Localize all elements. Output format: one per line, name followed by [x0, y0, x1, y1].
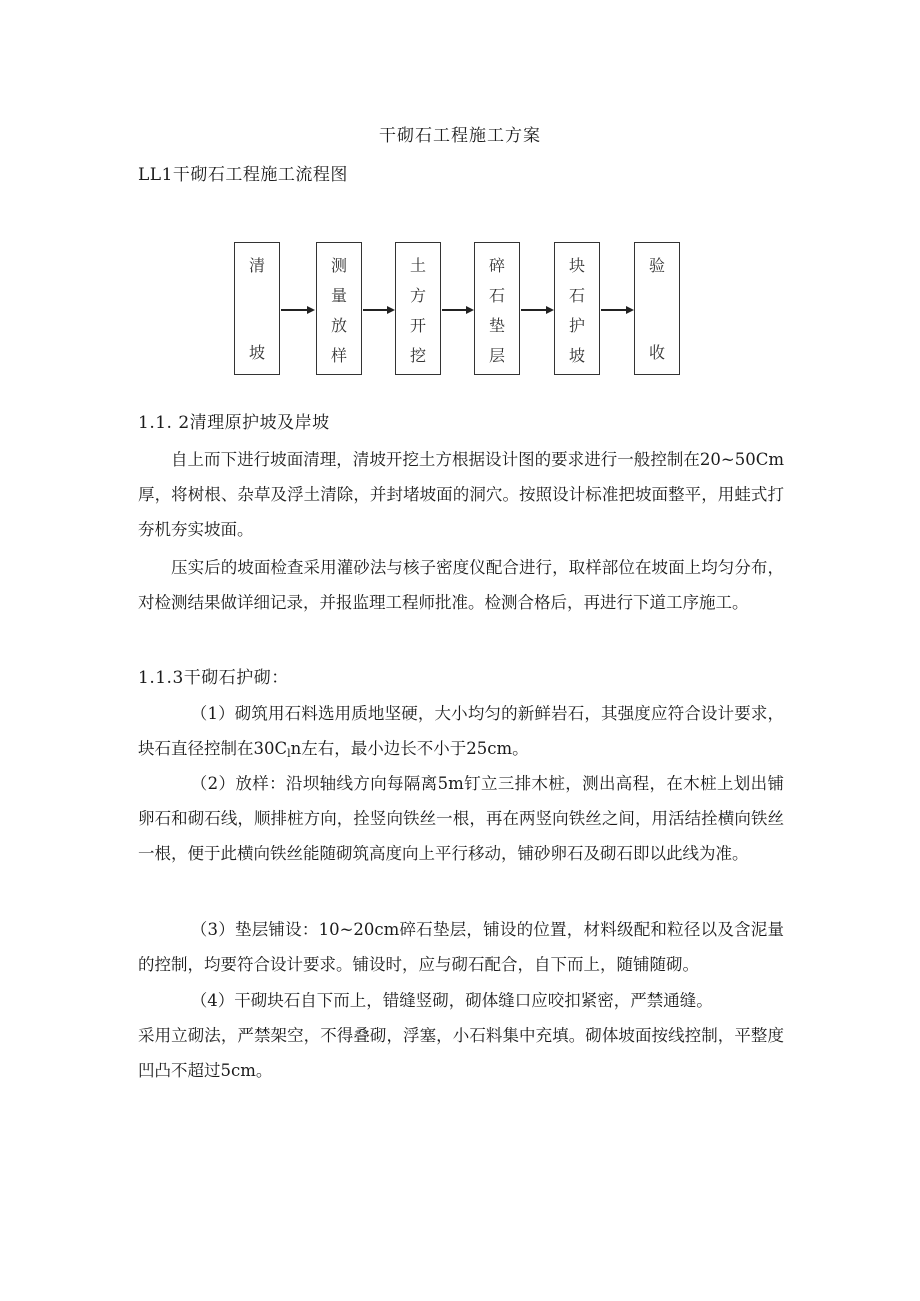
flow-step-text: 坡	[568, 346, 585, 365]
flow-step-text: 坡	[248, 343, 265, 362]
flow-step-excavation	[395, 242, 441, 375]
paragraph-text: （1）砌筑用石料选用质地坚硬，大小均匀的新鲜岩石，其强度应符合设计要求，块石直径控制在30C	[138, 704, 784, 758]
flow-step-text: 垫	[488, 316, 505, 335]
flow-step-text: 验	[648, 256, 665, 275]
section-heading-flowchart: LL1干砌石工程施工流程图	[138, 165, 348, 185]
flow-step-acceptance	[634, 242, 680, 375]
flow-arrow	[281, 306, 315, 314]
subscript-text: l	[287, 747, 291, 760]
flow-arrow	[521, 306, 554, 314]
flow-step-text: 样	[330, 346, 347, 365]
flowchart	[232, 242, 682, 378]
paragraph-masonry-2: （2）放样：沿坝轴线方向每隔离5m钉立三排木桩，测出高程，在木桩上划出铺卵石和砌石线，顺排桩方向，拴竖向铁丝一根，再在两竖向铁丝之间，用活结拴横向铁丝一根，便于此横向铁丝能随砌筑高度向上平行移动，铺砂卵石及砌石即以此线为准。	[138, 774, 784, 863]
flow-step-text: 收	[648, 343, 665, 362]
flow-arrow	[363, 306, 395, 314]
flow-step-clear-slope	[234, 242, 280, 375]
paragraph-text: n左右，最小边长不小于25cm。	[290, 739, 529, 758]
flow-step-text: 土	[409, 256, 426, 275]
flow-step-survey	[316, 242, 362, 375]
paragraph-masonry-3: （3）垫层铺设：10~20cm碎石垫层，铺设的位置，材料级配和粒径以及含泥量的控制，均要符合设计要求。铺设时，应与砌石配合，自下而上，随铺随砌。	[138, 920, 784, 974]
page-title: 干砌石工程施工方案	[379, 126, 541, 146]
paragraph-masonry-5: 采用立砌法，严禁架空，不得叠砌，浮塞，小石料集中充填。砌体坡面按线控制，平整度凹凸不超过5cm。	[138, 1026, 784, 1080]
flow-arrow	[442, 306, 474, 314]
flow-step-text: 方	[409, 286, 426, 305]
paragraph-clearing-1: 自上而下进行坡面清理，清坡开挖土方根据设计图的要求进行一般控制在20~50Cm厚，将树根、杂草及浮土清除，并封堵坡面的洞穴。按照设计标准把坡面整平，用蛙式打夯机夯实坡面。	[138, 450, 784, 539]
flow-step-text: 开	[409, 316, 426, 335]
flow-step-text: 挖	[409, 346, 426, 365]
flow-step-text: 块	[568, 256, 585, 275]
paragraph-clearing-2: 压实后的坡面检查采用灌砂法与核子密度仪配合进行，取样部位在坡面上均匀分布，对检测结果做详细记录，并报监理工程师批准。检测合格后，再进行下道工序施工。	[138, 558, 784, 612]
section-heading-dry-masonry: 1.1.3干砌石护砌：	[138, 668, 289, 688]
flow-step-text: 测	[330, 256, 347, 275]
flow-step-text: 碎	[488, 256, 505, 275]
flow-step-text: 石	[568, 286, 585, 305]
flow-step-text: 放	[330, 316, 347, 335]
section-heading-clearing: 1.1. 2清理原护坡及岸坡	[138, 413, 330, 433]
flow-step-text: 石	[488, 286, 505, 305]
flow-step-text: 护	[568, 316, 585, 335]
flow-step-block-stone-slope	[554, 242, 600, 375]
flow-step-text: 层	[488, 346, 505, 365]
flow-step-text: 量	[330, 286, 347, 305]
paragraph-masonry-1	[138, 696, 784, 771]
flow-step-text: 清	[248, 256, 265, 275]
paragraph-masonry-4: （4）干砌块石自下而上，错缝竖砌，砌体缝口应咬扣紧密，严禁通缝。	[190, 991, 713, 1010]
flow-step-gravel-bedding	[474, 242, 520, 375]
flow-arrow	[601, 306, 634, 314]
